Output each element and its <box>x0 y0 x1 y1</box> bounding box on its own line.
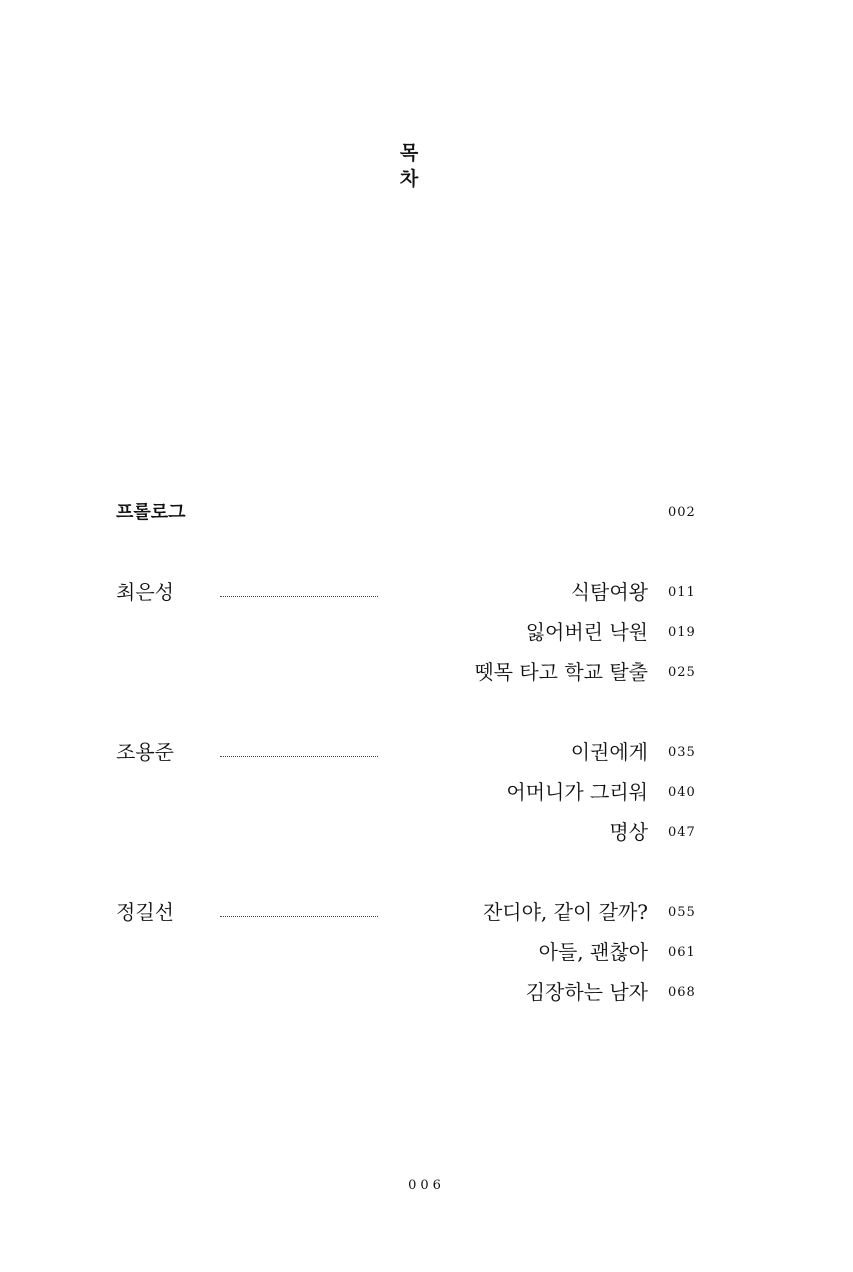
toc-section-3 <box>0 899 853 1039</box>
page-title-char-1: 목 <box>399 142 419 164</box>
toc-entry-title: 뗏목 타고 학교 탈출 <box>474 660 648 684</box>
toc-entry[interactable] <box>0 659 853 685</box>
toc-section-2 <box>0 739 853 879</box>
toc-entry[interactable] <box>0 739 853 765</box>
toc-entry-page: 061 <box>668 945 696 960</box>
toc-entry-title: 이권에게 <box>570 740 648 764</box>
toc-entry-title: 김장하는 남자 <box>525 980 648 1004</box>
toc-entry-page: 055 <box>668 905 696 920</box>
toc-entry-title: 잃어버린 낙원 <box>525 620 648 644</box>
toc-entry-page: 035 <box>668 745 696 760</box>
author-name: 정길선 <box>116 900 174 924</box>
toc-entry-page: 011 <box>668 585 696 600</box>
toc-entry[interactable] <box>0 819 853 845</box>
prologue-page-number: 002 <box>668 505 696 520</box>
toc-entry-title: 식탐여왕 <box>570 580 648 604</box>
page-folio-number: 006 <box>408 1178 445 1193</box>
toc-entry[interactable] <box>0 619 853 645</box>
toc-entry-title: 명상 <box>609 820 648 844</box>
toc-entry-page: 040 <box>668 785 696 800</box>
author-name: 최은성 <box>116 580 174 604</box>
toc-entry[interactable] <box>0 779 853 805</box>
toc-entry-page: 068 <box>668 985 696 1000</box>
toc-section-1 <box>0 579 853 719</box>
toc-entry-title: 아들, 괜찮아 <box>538 940 648 964</box>
toc-entry[interactable] <box>0 939 853 965</box>
page-title-char-2: 차 <box>399 168 419 190</box>
toc-entry-page: 019 <box>668 625 696 640</box>
toc-entry-page: 047 <box>668 825 696 840</box>
author-name: 조용준 <box>116 740 174 764</box>
toc-entry-title: 잔디야, 같이 갈까? <box>482 900 648 924</box>
page-title <box>397 140 421 192</box>
toc-entry[interactable] <box>0 899 853 925</box>
toc-entry[interactable] <box>0 579 853 605</box>
prologue-label: 프롤로그 <box>116 502 186 523</box>
toc-entry-page: 025 <box>668 665 696 680</box>
toc-entry[interactable] <box>0 979 853 1005</box>
toc-entry-title: 어머니가 그리워 <box>506 780 648 804</box>
